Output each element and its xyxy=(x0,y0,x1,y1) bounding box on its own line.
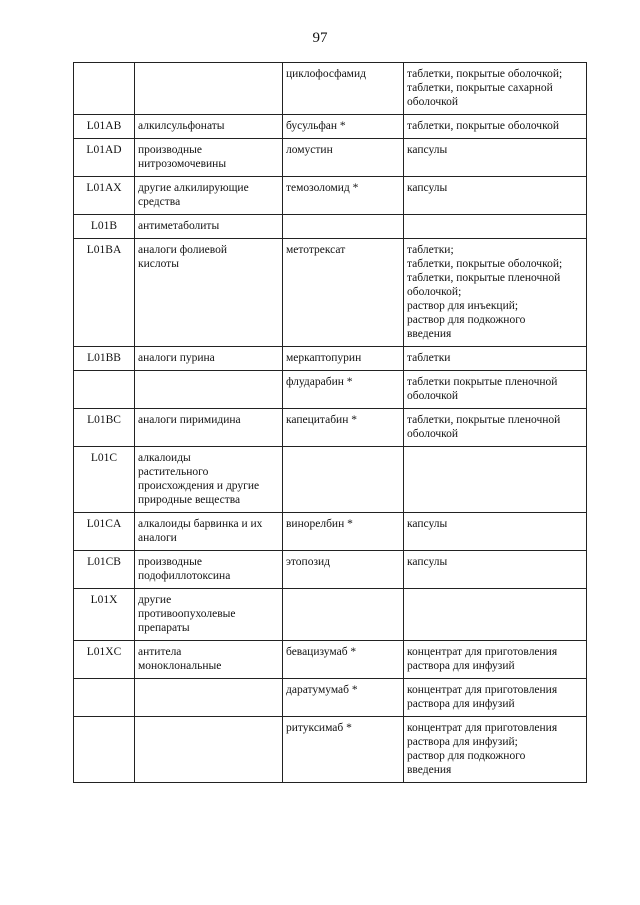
dosage-form-cell xyxy=(404,447,587,513)
table-row xyxy=(74,347,587,371)
pharm-group-line: противоопухолевые xyxy=(138,608,236,620)
table-row xyxy=(74,409,587,447)
drug-name-cell xyxy=(283,63,404,115)
dosage-form-cell xyxy=(404,63,587,115)
dosage-form-line: раствор для подкожного xyxy=(407,750,526,762)
dosage-form-cell xyxy=(404,215,587,239)
drug-name-line: циклофосфамид xyxy=(286,68,366,80)
dosage-form-line: таблетки; xyxy=(407,244,454,256)
dosage-form-cell xyxy=(404,641,587,679)
atc-code-cell xyxy=(74,679,135,717)
drug-name-cell xyxy=(283,177,404,215)
dosage-form-line: введения xyxy=(407,764,452,776)
pharm-group-line: моноклональные xyxy=(138,660,222,672)
pharm-group-cell xyxy=(135,139,283,177)
pharm-group-cell xyxy=(135,641,283,679)
dosage-form-line: концентрат для приготовления xyxy=(407,684,558,696)
atc-code-cell: L01BB xyxy=(74,347,135,371)
pharm-group-line: антитела xyxy=(138,646,182,658)
table-row xyxy=(74,63,587,115)
table-row xyxy=(74,139,587,177)
dosage-form-line: таблетки, покрытые оболочкой; xyxy=(407,68,563,80)
atc-code-cell: L01AB xyxy=(74,115,135,139)
table-row xyxy=(74,641,587,679)
dosage-form-cell xyxy=(404,115,587,139)
drug-name-cell xyxy=(283,589,404,641)
dosage-form-line: таблетки покрытые пленочной xyxy=(407,376,558,388)
dosage-form-line: раствора для инфузий xyxy=(407,698,515,710)
dosage-form-cell xyxy=(404,347,587,371)
atc-code-cell xyxy=(74,63,135,115)
pharm-group-line: кислоты xyxy=(138,258,179,270)
pharm-group-line: подофиллотоксина xyxy=(138,570,231,582)
atc-code-cell: L01CA xyxy=(74,513,135,551)
drug-name-cell xyxy=(283,409,404,447)
pharm-group-line: другие xyxy=(138,594,172,606)
drug-table xyxy=(73,62,587,783)
atc-code-cell: L01X xyxy=(74,589,135,641)
drug-name-cell xyxy=(283,371,404,409)
drug-name-line: бевацизумаб * xyxy=(286,646,357,658)
pharm-group-cell xyxy=(135,371,283,409)
pharm-group-line: природные вещества xyxy=(138,494,241,506)
dosage-form-cell xyxy=(404,139,587,177)
drug-name-cell xyxy=(283,139,404,177)
page-number: 97 xyxy=(312,30,328,46)
dosage-form-line: таблетки, покрытые сахарной xyxy=(407,82,553,94)
dosage-form-line: концентрат для приготовления xyxy=(407,646,558,658)
drug-name-cell xyxy=(283,447,404,513)
pharm-group-line: алкалоиды xyxy=(138,452,191,464)
pharm-group-line: алкилсульфонаты xyxy=(138,120,225,132)
dosage-form-line: введения xyxy=(407,328,452,340)
pharm-group-cell xyxy=(135,347,283,371)
dosage-form-line: таблетки, покрытые пленочной xyxy=(407,414,561,426)
drug-name-line: меркаптопурин xyxy=(286,352,362,364)
pharm-group-cell xyxy=(135,409,283,447)
table-body xyxy=(74,63,587,783)
drug-name-cell xyxy=(283,347,404,371)
drug-name-line: винорелбин * xyxy=(286,518,353,530)
dosage-form-line: концентрат для приготовления xyxy=(407,722,558,734)
dosage-form-cell xyxy=(404,551,587,589)
table-row xyxy=(74,589,587,641)
dosage-form-line: оболочкой xyxy=(407,428,459,440)
dosage-form-line: раствор для подкожного xyxy=(407,314,526,326)
drug-name-cell xyxy=(283,679,404,717)
drug-name-line: флударабин * xyxy=(286,376,353,388)
dosage-form-line: капсулы xyxy=(407,556,448,568)
drug-name-cell xyxy=(283,513,404,551)
atc-code-cell: L01AD xyxy=(74,139,135,177)
pharm-group-line: средства xyxy=(138,196,181,208)
atc-code-cell: L01CB xyxy=(74,551,135,589)
pharm-group-line: аналоги фолиевой xyxy=(138,244,228,256)
drug-name-line: темозоломид * xyxy=(286,182,359,194)
dosage-form-cell xyxy=(404,679,587,717)
pharm-group-line: другие алкилирующие xyxy=(138,182,249,194)
pharm-group-cell xyxy=(135,513,283,551)
dosage-form-cell xyxy=(404,409,587,447)
pharm-group-line: производные xyxy=(138,144,202,156)
drug-name-line: этопозид xyxy=(286,556,331,568)
pharm-group-line: растительного xyxy=(138,466,209,478)
pharm-group-cell xyxy=(135,115,283,139)
dosage-form-line: таблетки, покрытые оболочкой; xyxy=(407,258,563,270)
table-row xyxy=(74,371,587,409)
dosage-form-cell xyxy=(404,589,587,641)
pharm-group-cell xyxy=(135,63,283,115)
table-row xyxy=(74,679,587,717)
dosage-form-line: раствора для инфузий xyxy=(407,660,515,672)
atc-code-cell: L01B xyxy=(74,215,135,239)
drug-name-cell xyxy=(283,115,404,139)
dosage-form-cell xyxy=(404,177,587,215)
atc-code-cell: L01BA xyxy=(74,239,135,347)
drug-name-cell xyxy=(283,717,404,783)
table-row xyxy=(74,215,587,239)
pharm-group-line: аналоги пиримидина xyxy=(138,414,241,426)
pharm-group-cell xyxy=(135,679,283,717)
atc-code-cell: L01BC xyxy=(74,409,135,447)
table-row xyxy=(74,239,587,347)
dosage-form-line: капсулы xyxy=(407,144,448,156)
table-row xyxy=(74,513,587,551)
pharm-group-line: производные xyxy=(138,556,202,568)
dosage-form-line: оболочкой xyxy=(407,390,459,402)
pharm-group-line: аналоги xyxy=(138,532,177,544)
dosage-form-line: капсулы xyxy=(407,518,448,530)
dosage-form-cell xyxy=(404,239,587,347)
dosage-form-line: раствор для инъекций; xyxy=(407,300,519,312)
drug-name-line: капецитабин * xyxy=(286,414,357,426)
drug-name-line: ломустин xyxy=(286,144,333,156)
dosage-form-cell xyxy=(404,371,587,409)
drug-name-cell xyxy=(283,551,404,589)
dosage-form-cell xyxy=(404,717,587,783)
pharm-group-cell xyxy=(135,215,283,239)
dosage-form-line: капсулы xyxy=(407,182,448,194)
table-row xyxy=(74,717,587,783)
pharm-group-cell xyxy=(135,551,283,589)
atc-code-cell: L01AX xyxy=(74,177,135,215)
table-row xyxy=(74,551,587,589)
atc-code-cell: L01XC xyxy=(74,641,135,679)
pharm-group-cell xyxy=(135,447,283,513)
dosage-form-line: оболочкой; xyxy=(407,286,462,298)
atc-code-cell: L01C xyxy=(74,447,135,513)
pharm-group-line: алкалоиды барвинка и их xyxy=(138,518,263,530)
table-row xyxy=(74,115,587,139)
atc-code-cell xyxy=(74,717,135,783)
pharm-group-line: происхождения и другие xyxy=(138,480,260,492)
drug-name-line: даратумумаб * xyxy=(286,684,358,696)
atc-code-cell xyxy=(74,371,135,409)
pharm-group-cell xyxy=(135,717,283,783)
drug-name-cell xyxy=(283,215,404,239)
dosage-form-cell xyxy=(404,513,587,551)
pharm-group-cell xyxy=(135,239,283,347)
pharm-group-cell xyxy=(135,177,283,215)
pharm-group-cell xyxy=(135,589,283,641)
pharm-group-line: аналоги пурина xyxy=(138,352,215,364)
pharm-group-line: препараты xyxy=(138,622,190,634)
dosage-form-line: таблетки, покрытые оболочкой xyxy=(407,120,559,132)
dosage-form-line: раствора для инфузий; xyxy=(407,736,518,748)
dosage-form-line: таблетки xyxy=(407,352,451,364)
drug-name-cell xyxy=(283,641,404,679)
dosage-form-line: таблетки, покрытые пленочной xyxy=(407,272,561,284)
drug-name-line: ритуксимаб * xyxy=(286,722,352,734)
pharm-group-line: антиметаболиты xyxy=(138,220,220,232)
dosage-form-line: оболочкой xyxy=(407,96,459,108)
drug-name-line: бусульфан * xyxy=(286,120,346,132)
table-row xyxy=(74,447,587,513)
drug-name-line: метотрексат xyxy=(286,244,346,256)
table-row xyxy=(74,177,587,215)
drug-name-cell xyxy=(283,239,404,347)
pharm-group-line: нитрозомочевины xyxy=(138,158,227,170)
